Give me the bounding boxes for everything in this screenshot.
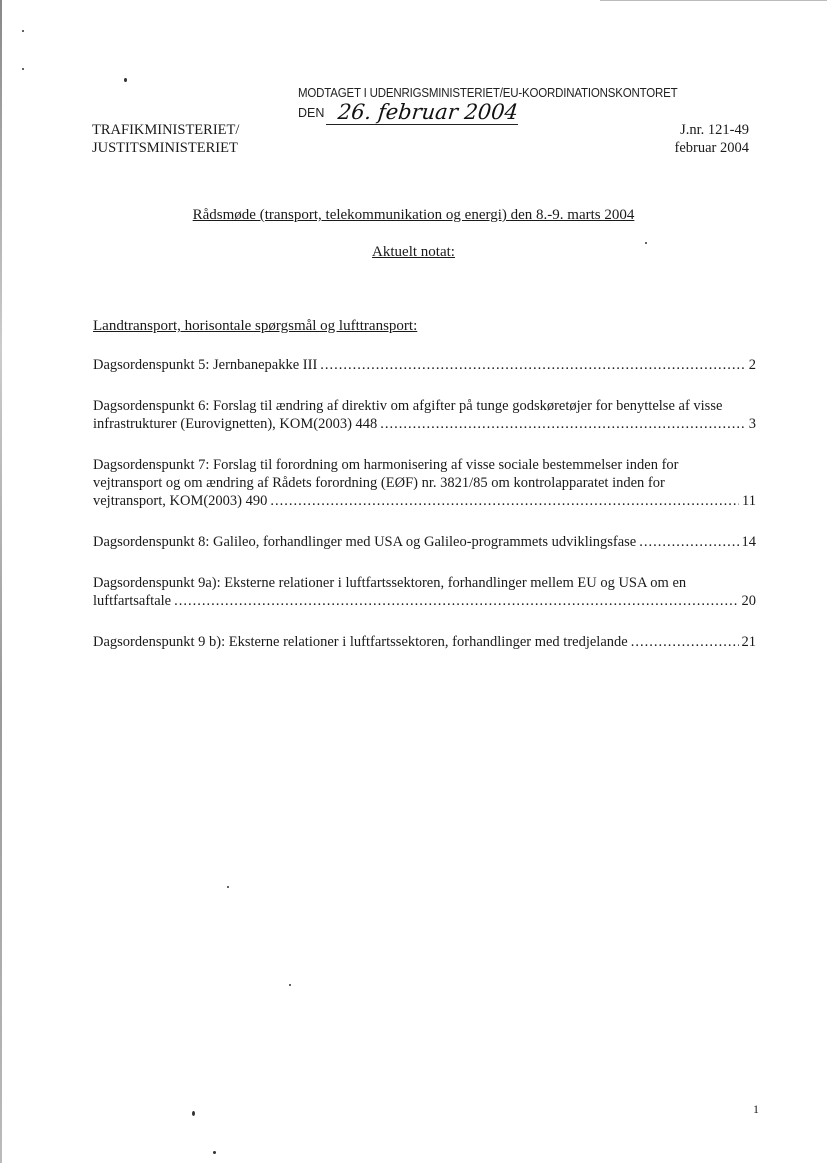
toc-entry — [93, 633, 756, 651]
section-heading: Landtransport, horisontale spørgsmål og lufttransport: — [93, 318, 418, 334]
toc-entry — [93, 533, 756, 551]
toc-entry-title: infrastrukturer (Eurovignetten), KOM(2003) 448 — [93, 416, 378, 432]
toc-entry-line: vejtransport og om ændring af Rådets forordning (EØF) nr. 3821/85 om kontrolapparatet inden for — [93, 475, 665, 491]
scan-edge — [0, 0, 2, 1163]
ministry-header — [92, 121, 239, 157]
toc-entry-final-line — [93, 533, 756, 551]
scan-speck — [192, 1111, 195, 1116]
toc-entry — [93, 574, 756, 610]
toc-entry-line: Dagsordenspunkt 6: Forslag til ændring af direktiv om afgifter på tunge godskøretøjer for benyttelse af visse — [93, 398, 723, 414]
toc-page-number: 11 — [742, 493, 756, 509]
toc-entry-title: vejtransport, KOM(2003) 490 — [93, 493, 268, 509]
ministry-line: TRAFIKMINISTERIET/ — [92, 122, 240, 138]
toc-entry-line: Dagsordenspunkt 7: Forslag til forordning om harmonisering af visse sociale bestemmelser inden for — [93, 457, 679, 473]
toc-leader-dots — [631, 633, 739, 651]
table-of-contents — [93, 356, 756, 674]
stamp-date-line — [326, 124, 518, 125]
scan-speck — [22, 68, 24, 70]
scan-speck — [22, 30, 24, 32]
scan-speck — [124, 78, 127, 82]
ministry-line: JUSTITSMINISTERIET — [92, 140, 238, 156]
toc-entry-line: Dagsordenspunkt 9a): Eksterne relationer i luftfartssektoren, forhandlinger mellem EU og USA om en — [93, 575, 687, 591]
toc-leader-dots — [174, 592, 738, 610]
handwritten-date: 26. februar 2004 — [336, 100, 520, 124]
document-title: Rådsmøde (transport, telekommunikation og energi) den 8.-9. marts 2004 — [192, 207, 635, 223]
toc-leader-dots — [320, 356, 745, 374]
toc-entry-title: Dagsordenspunkt 5: Jernbanepakke III — [93, 357, 318, 373]
toc-page-number: 2 — [748, 357, 756, 373]
scan-speck — [213, 1151, 216, 1154]
scan-speck — [227, 886, 229, 888]
toc-entry-final-line — [93, 633, 756, 651]
journal-header — [675, 121, 749, 157]
toc-page-number: 14 — [741, 534, 756, 550]
toc-leader-dots — [380, 415, 745, 433]
toc-entry-title: Dagsordenspunkt 8: Galileo, forhandlinger med USA og Galileo-programmets udviklingsfase — [93, 534, 637, 550]
toc-leader-dots — [639, 533, 738, 551]
toc-entry — [93, 356, 756, 374]
toc-page-number: 3 — [748, 416, 756, 432]
toc-entry-final-line — [93, 415, 756, 433]
toc-leader-dots — [270, 492, 739, 510]
journal-number: J.nr. 121-49 — [680, 122, 749, 138]
toc-entry — [93, 397, 756, 433]
toc-entry-final-line — [93, 592, 756, 610]
toc-page-number: 20 — [741, 593, 756, 609]
toc-entry — [93, 456, 756, 510]
document-date: februar 2004 — [674, 140, 749, 156]
document-subtitle: Aktuelt notat: — [372, 244, 455, 260]
toc-page-number: 21 — [741, 634, 756, 650]
toc-entry-title: Dagsordenspunkt 9 b): Eksterne relationer i luftfartssektoren, forhandlinger med tredjelande — [93, 634, 628, 650]
scan-speck — [289, 984, 291, 986]
toc-entry-final-line — [93, 492, 756, 510]
received-stamp: MODTAGET I UDENRIGSMINISTERIET/EU-KOORDINATIONSKONTORET — [298, 86, 678, 100]
toc-entry-final-line — [93, 356, 756, 374]
stamp-date-prefix: DEN — [298, 106, 325, 120]
toc-entry-title: luftfartsaftale — [93, 593, 172, 609]
page-number: 1 — [753, 1102, 759, 1116]
scan-edge — [600, 0, 827, 1]
